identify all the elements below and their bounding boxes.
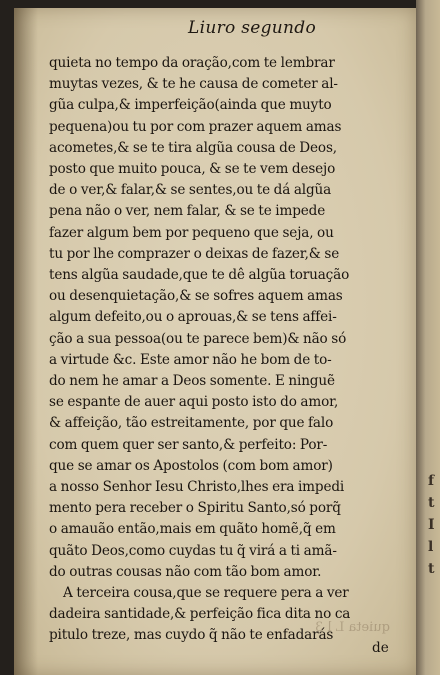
text-line: tens algũa saudade,que te dê algũa toruação <box>49 267 350 284</box>
text-line: ou desenquietação,& se sofres aquem amas <box>49 288 343 305</box>
text-line: ção a sua pessoa(ou te parece bem)& não só <box>49 330 347 347</box>
text-line: posto que muito pouca, & se te vem desejo <box>49 161 336 178</box>
text-line: gũa culpa,& imperfeição(ainda que muyto <box>49 97 332 114</box>
text-line: fazer algum bem por pequeno que seja, ou <box>49 224 334 241</box>
text-line: quieta no tempo da oração,com te lembrar <box>49 55 335 71</box>
gutter-shadow <box>14 8 38 675</box>
paragraph-start-line: A terceira cousa,que se requere pera a ver <box>63 585 349 602</box>
text-line: de o ver,& falar,& se sentes,ou te dá algũa <box>49 182 332 199</box>
adjacent-letter: t <box>428 561 435 577</box>
adjacent-letter: f <box>428 473 435 489</box>
adjacent-letter: t <box>428 495 435 511</box>
adjacent-letter: l <box>428 539 434 555</box>
catchword: de <box>372 640 389 656</box>
text-line: a virtude &c. Este amor não he bom de to- <box>49 351 332 368</box>
text-line: muytas vezes, & te he causa de cometer al- <box>49 76 338 93</box>
text-line: o amauão então,mais em quãto homẽ,q̃ em <box>49 521 336 538</box>
bleed-through-text: quieta L l 3 <box>315 620 390 635</box>
text-line: que se amar os Apostolos (com bom amor) <box>49 457 333 474</box>
text-line: tu por lhe comprazer o deixas de fazer,& se <box>49 245 340 262</box>
running-head: Liuro segundo <box>188 18 317 38</box>
text-line: se espante de auer aqui posto isto do amor, <box>49 394 339 411</box>
adjacent-page-letters <box>428 470 440 580</box>
text-line: pequena)ou tu por com prazer aquem amas <box>49 118 342 135</box>
text-line: a nosso Senhor Iesu Christo,lhes era impedi <box>49 479 345 496</box>
text-line: com quem quer ser santo,& perfeito: Por- <box>49 436 328 453</box>
text-line: pena não o ver, nem falar, & se te impede <box>49 203 326 220</box>
text-line: do nem he amar a Deos somente. E ninguẽ <box>49 373 335 390</box>
text-line: acometes,& se te tira algũa cousa de Deos, <box>49 139 337 156</box>
text-line: quãto Deos,como cuydas tu q̃ virá a ti amã- <box>49 542 337 559</box>
adjacent-letter: I <box>428 517 435 533</box>
body-text <box>49 53 401 647</box>
text-line: mento pera receber o Spiritu Santo,só porq̃ <box>49 500 341 517</box>
text-line: pitulo treze, mas cuydo q̃ não te enfadarás <box>49 627 334 644</box>
text-line: dadeira santidade,& perfeição fica dita no ca <box>49 606 351 623</box>
text-line: do outras cousas não com tão bom amor. <box>49 563 322 580</box>
text-line: algum defeito,ou o aprouas,& se tens affei- <box>49 309 337 326</box>
text-line: & affeição, tão estreitamente, por que falo <box>49 415 334 432</box>
